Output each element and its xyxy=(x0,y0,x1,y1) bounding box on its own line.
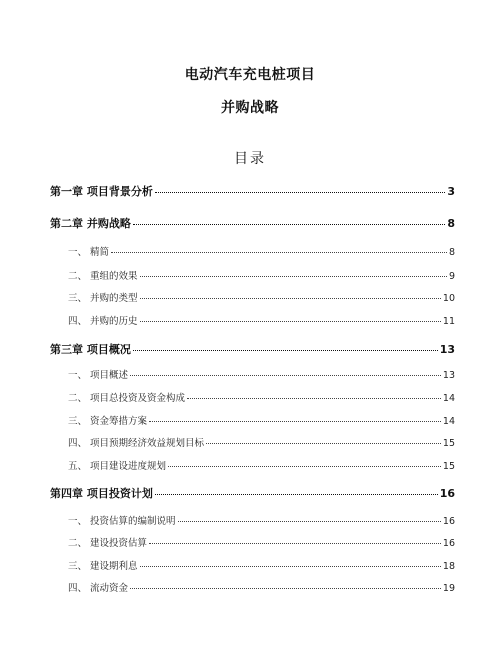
dot-leader xyxy=(140,275,447,277)
dot-leader xyxy=(149,542,441,544)
toc-chapter-4[interactable] xyxy=(50,485,455,501)
dot-leader xyxy=(206,442,441,444)
toc-page-number: 8 xyxy=(447,217,455,230)
toc-page-number: 10 xyxy=(442,293,455,304)
toc-label: 第四章 项目投资计划 xyxy=(50,487,153,500)
dot-leader xyxy=(130,587,441,589)
toc-label: 二、 项目总投资及资金构成 xyxy=(68,393,186,404)
toc-page-number: 8 xyxy=(448,247,455,258)
dot-leader xyxy=(168,465,441,467)
toc-page-number: 16 xyxy=(439,487,455,500)
toc-label: 一、 投资估算的编制说明 xyxy=(68,516,176,527)
toc-page-number: 16 xyxy=(442,538,455,549)
toc-page-number: 9 xyxy=(448,271,455,282)
dot-leader xyxy=(155,191,446,193)
toc-page-number: 13 xyxy=(442,370,455,381)
dot-leader xyxy=(155,493,438,495)
toc-section[interactable] xyxy=(68,390,455,404)
toc-section[interactable] xyxy=(68,290,455,304)
dot-leader xyxy=(187,397,441,399)
dot-leader xyxy=(111,251,447,253)
toc-label: 第一章 项目背景分析 xyxy=(50,185,153,198)
toc-label: 二、 重组的效果 xyxy=(68,271,138,282)
dot-leader xyxy=(140,320,441,322)
toc-section[interactable] xyxy=(68,558,455,572)
toc-section[interactable] xyxy=(68,580,455,594)
toc-page-number: 11 xyxy=(442,316,455,327)
dot-leader xyxy=(130,374,441,376)
toc-section[interactable] xyxy=(68,313,455,327)
toc-label: 一、 项目概述 xyxy=(68,370,129,381)
toc-label: 一、 精简 xyxy=(68,247,110,258)
toc-chapter-2[interactable] xyxy=(50,215,455,231)
toc-label: 第三章 项目概况 xyxy=(50,343,131,356)
toc-label: 三、 并购的类型 xyxy=(68,293,138,304)
toc-label: 二、 建设投资估算 xyxy=(68,538,148,549)
document-subtitle: 并购战略 xyxy=(221,100,279,116)
toc-page-number: 14 xyxy=(442,416,455,427)
toc-section[interactable] xyxy=(68,435,455,449)
toc-label: 三、 建设期利息 xyxy=(68,561,138,572)
toc-label: 四、 流动资金 xyxy=(68,583,129,594)
toc-page-number: 19 xyxy=(442,583,455,594)
toc-label: 四、 项目预期经济效益规划目标 xyxy=(68,438,205,449)
toc-label: 四、 并购的历史 xyxy=(68,316,138,327)
toc-section[interactable] xyxy=(68,535,455,549)
toc-page-number: 13 xyxy=(439,343,455,356)
toc-chapter-3[interactable] xyxy=(50,341,455,357)
toc-section[interactable] xyxy=(68,413,455,427)
toc-page-number: 16 xyxy=(442,516,455,527)
toc-label: 三、 资金筹措方案 xyxy=(68,416,148,427)
toc-heading: 目录 xyxy=(234,151,266,167)
dot-leader xyxy=(140,297,441,299)
toc-section[interactable] xyxy=(68,367,455,381)
toc-page-number: 15 xyxy=(442,438,455,449)
dot-leader xyxy=(133,349,438,351)
toc-page-number: 14 xyxy=(442,393,455,404)
toc-section[interactable] xyxy=(68,244,455,258)
dot-leader xyxy=(178,520,441,522)
toc-section[interactable] xyxy=(68,268,455,282)
toc-chapter-1[interactable] xyxy=(50,183,455,199)
document-title: 电动汽车充电桩项目 xyxy=(184,67,316,83)
toc-page-number: 3 xyxy=(447,185,455,198)
toc-section[interactable] xyxy=(68,513,455,527)
toc-label: 第二章 并购战略 xyxy=(50,217,131,230)
dot-leader xyxy=(140,565,441,567)
toc-section[interactable] xyxy=(68,458,455,472)
toc-page-number: 18 xyxy=(442,561,455,572)
dot-leader xyxy=(149,420,441,422)
dot-leader xyxy=(133,223,446,225)
toc-label: 五、 项目建设进度规划 xyxy=(68,461,167,472)
toc-page-number: 15 xyxy=(442,461,455,472)
